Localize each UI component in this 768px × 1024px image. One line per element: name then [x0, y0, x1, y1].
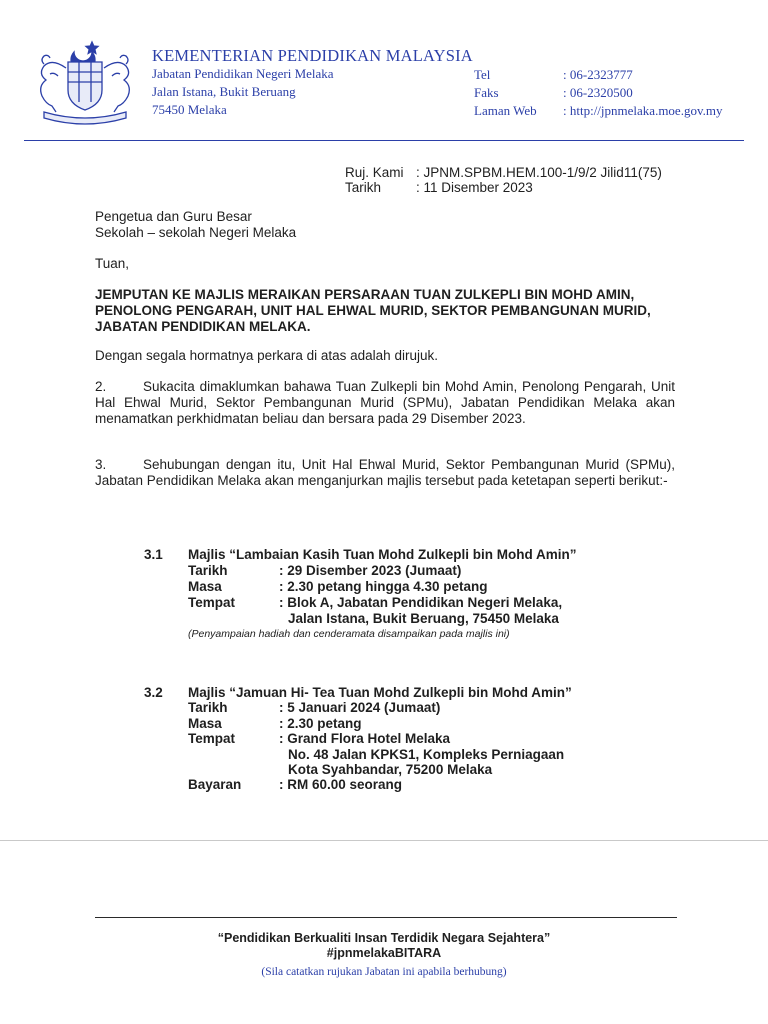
event-2-time-value: : 2.30 petang — [279, 716, 362, 731]
footer-divider — [95, 917, 677, 918]
event-1-date-value: : 29 Disember 2023 (Jumaat) — [279, 563, 462, 578]
event-1-venue-label: Tempat — [188, 595, 236, 610]
date-label: Tarikh — [345, 180, 382, 195]
tel-label: Tel — [474, 67, 491, 82]
date-value: : 11 Disember 2023 — [416, 180, 533, 195]
event-1-date-label: Tarikh — [188, 563, 228, 578]
paragraph-3-text: Sehubungan dengan itu, Unit Hal Ehwal Murid, Sektor Pembangunan Murid (SPMu), Jabatan Pendidikan Melaka akan menganjurkan majlis tersebut pada ketetapan seperti berikut:- — [95, 457, 675, 488]
subject-line-3: JABATAN PENDIDIKAN MELAKA. — [95, 319, 311, 334]
event-1-note: (Penyampaian hadiah dan cenderamata disampaikan pada majlis ini) — [188, 628, 510, 640]
event-2-venue-label: Tempat — [188, 731, 236, 746]
event-2-time-label: Masa — [188, 716, 222, 731]
website-link[interactable]: : http://jpnmelaka.moe.gov.my — [563, 103, 723, 118]
footer-hashtag: #jpnmelakaBITARA — [326, 946, 442, 960]
subject-line-1: JEMPUTAN KE MAJLIS MERAIKAN PERSARAAN TUAN ZULKEPLI BIN MOHD AMIN, — [95, 287, 635, 302]
ministry-name: KEMENTERIAN PENDIDIKAN MALAYSIA — [152, 46, 473, 65]
event-2-venue-value: : Grand Flora Hotel Melaka — [279, 731, 451, 746]
event-2-date-label: Tarikh — [188, 700, 228, 715]
paragraph-1: Dengan segala hormatnya perkara di atas adalah dirujuk. — [95, 348, 438, 363]
website-label: Laman Web — [474, 103, 537, 118]
ref-label: Ruj. Kami — [345, 165, 404, 180]
salutation: Tuan, — [95, 256, 130, 271]
event-1-number: 3.1 — [144, 547, 163, 562]
paragraph-2-text: Sukacita dimaklumkan bahawa Tuan Zulkepli bin Mohd Amin, Penolong Pengarah, Unit Hal Ehwal Murid, Sektor Pembangunan Murid (SPMu), Jabatan Pendidikan Melaka akan menamatkan perkhidmatan beliau dan bersara pada 29 Disember 2023. — [95, 379, 675, 426]
recipient-line-2: Sekolah – sekolah Negeri Melaka — [95, 225, 297, 240]
address-line-3: 75450 Melaka — [152, 102, 227, 117]
paragraph-2-number: 2. — [95, 379, 107, 394]
letterhead-divider — [24, 140, 744, 141]
address-line-2: Jalan Istana, Bukit Beruang — [152, 84, 296, 99]
recipient-line-1: Pengetua dan Guru Besar — [95, 209, 252, 224]
event-1-title: Majlis “Lambaian Kasih Tuan Mohd Zulkepli bin Mohd Amin” — [188, 547, 577, 562]
ref-value: : JPNM.SPBM.HEM.100-1/9/2 Jilid11(75) — [416, 165, 662, 180]
event-2-fee-label: Bayaran — [188, 777, 242, 792]
subject-line-2: PENOLONG PENGARAH, UNIT HAL EHWAL MURID, SEKTOR PEMBANGUNAN MURID, — [95, 303, 651, 318]
footer-note: (Sila catatkan rujukan Jabatan ini apabila berhubung) — [261, 966, 507, 978]
event-2-number: 3.2 — [144, 685, 163, 700]
coat-of-arms-logo — [30, 38, 140, 126]
fax-value: : 06-2320500 — [563, 85, 633, 100]
paragraph-3-number: 3. — [95, 457, 107, 472]
event-1-venue-continuation: Jalan Istana, Bukit Beruang, 75450 Melaka — [288, 611, 559, 626]
event-1-venue-value: : Blok A, Jabatan Pendidikan Negeri Melaka, — [279, 595, 563, 610]
event-2-title: Majlis “Jamuan Hi- Tea Tuan Mohd Zulkepli bin Mohd Amin” — [188, 685, 572, 700]
event-2-venue-continuation-2: Kota Syahbandar, 75200 Melaka — [288, 762, 493, 777]
footer-motto: “Pendidikan Berkualiti Insan Terdidik Negara Sejahtera” — [217, 931, 551, 945]
event-2-fee-value: : RM 60.00 seorang — [279, 777, 403, 792]
fax-label: Faks — [474, 85, 499, 100]
address-line-1: Jabatan Pendidikan Negeri Melaka — [152, 66, 334, 81]
scan-artifact-line — [0, 840, 768, 841]
event-1-time-label: Masa — [188, 579, 222, 594]
event-2-date-value: : 5 Januari 2024 (Jumaat) — [279, 700, 441, 715]
event-1-time-value: : 2.30 petang hingga 4.30 petang — [279, 579, 488, 594]
tel-value: : 06-2323777 — [563, 67, 633, 82]
event-2-venue-continuation-1: No. 48 Jalan KPKS1, Kompleks Perniagaan — [288, 747, 565, 762]
